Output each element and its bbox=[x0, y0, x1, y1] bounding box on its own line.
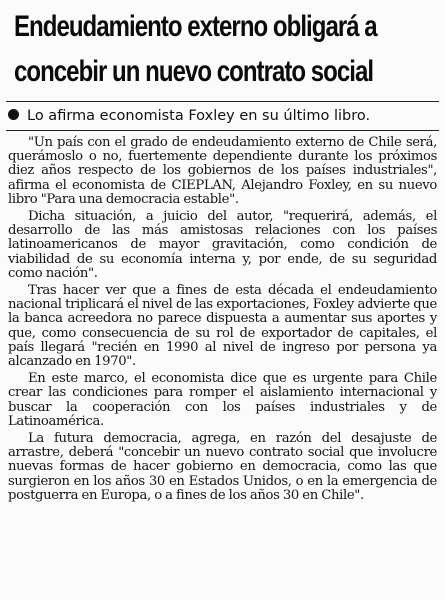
article-paragraph-1: "Un país con el grado de endeudamiento externo de Chile será, querámoslo o no, fuertemente dependiente durante los próximos diez años respecto de los gobiernos de los países industriales", afirma el economista de CIEPLAN, Alejandro Foxley, en su nuevo libro "Para una democracia estable". bbox=[8, 135, 437, 207]
divider-rule-top bbox=[6, 101, 439, 102]
article-paragraph-2: Dicha situación, a juicio del autor, "requerirá, además, el desarrollo de las más amistosas relaciones con los países latinoamericanos de mayor gravitación, como condición de viabilidad de su economía interna y, por ende, de su seguridad como nación". bbox=[8, 209, 437, 281]
article-body bbox=[8, 136, 437, 506]
subheadline bbox=[8, 106, 370, 126]
headline-line-2: concebir un nuevo contrato social bbox=[14, 55, 374, 88]
article-paragraph-3: Tras hacer ver que a fines de esta década el endeudamiento nacional triplicará el nivel de las exportaciones, Foxley advierte que la banca acreedora no parece dispuesta a aumentar sus aportes y que, como consecuencia de su rol de exportador de capitales, el país llegará "recién en 1990 al nivel de ingreso por persona ya alcanzado en 1970". bbox=[8, 283, 437, 370]
headline bbox=[14, 4, 377, 94]
divider-rule-bottom bbox=[6, 130, 439, 131]
headline-line-1: Endeudamiento externo obligará a bbox=[14, 10, 377, 43]
bullet-icon bbox=[8, 109, 19, 120]
subheadline-text: Lo afirma economista Foxley en su último libro. bbox=[27, 108, 371, 124]
article-paragraph-5: La futura democracia, agrega, en razón del desajuste de arrastre, deberá "concebir un nuevo contrato social que involucre nuevas formas de hacer gobierno en democracia, como las que surgieron en los años 30 en Estados Unidos, o en la emergencia de postguerra en Europa, o a fines de los años 30 en Chile". bbox=[8, 431, 437, 503]
article-paragraph-4: En este marco, el economista dice que es urgente para Chile crear las condiciones para romper el aislamiento internacional y buscar la cooperación con los países industriales y de Latinoamérica. bbox=[8, 371, 437, 429]
